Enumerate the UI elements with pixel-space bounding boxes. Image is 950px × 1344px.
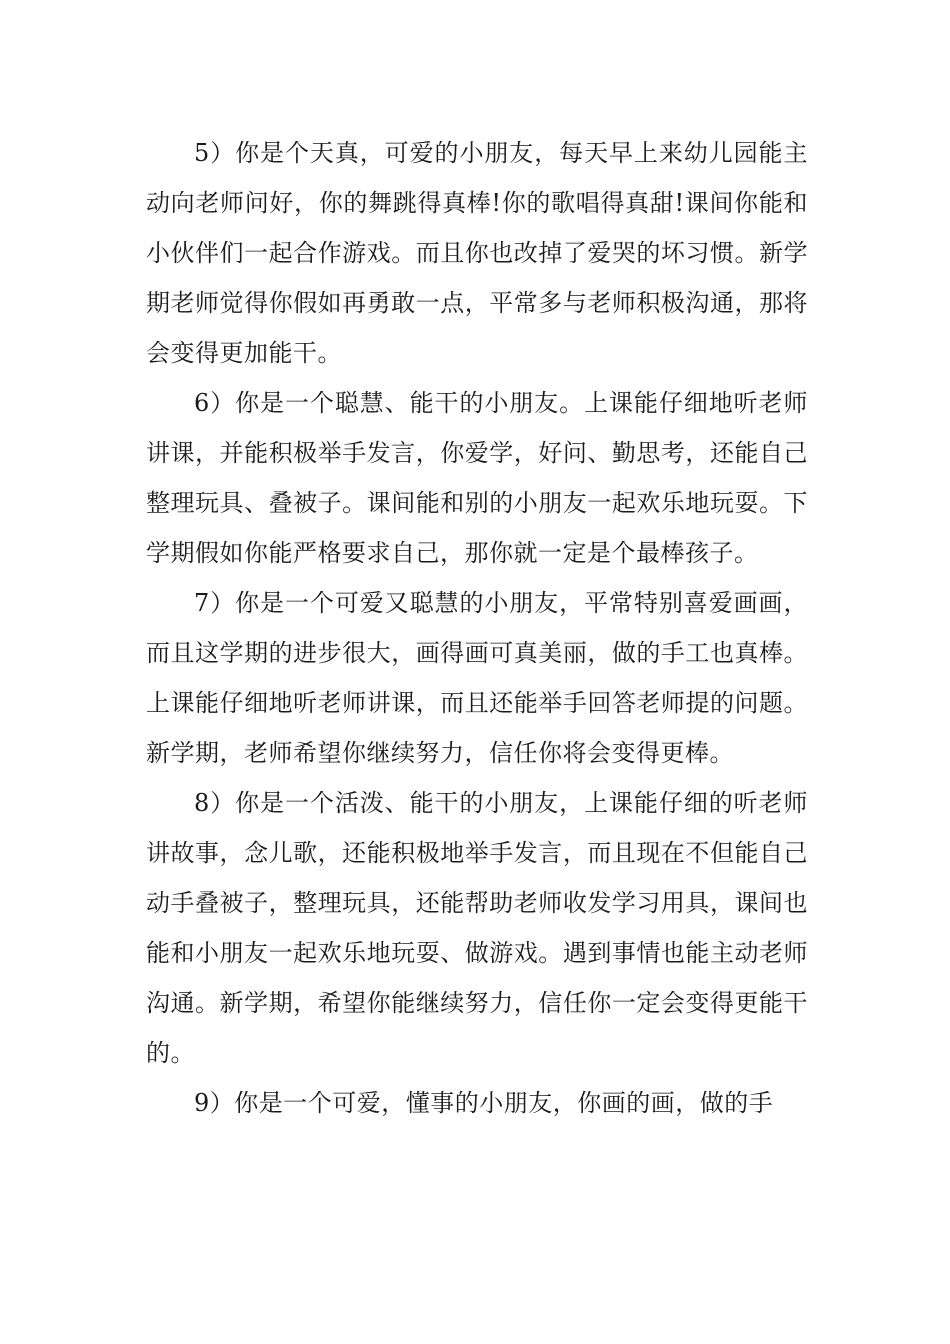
paragraph-5: 5）你是个天真，可爱的小朋友，每天早上来幼儿园能主动向老师问好，你的舞跳得真棒!你的歌唱得真甜!课间你能和小伙伴们一起合作游戏。而且你也改掉了爱哭的坏习惯。新学期老师觉得你假如再勇敢一点，平常多与老师积极沟通，那将会变得更加能干。 xyxy=(146,139,808,367)
paragraph-6: 6）你是一个聪慧、能干的小朋友。上课能仔细地听老师讲课，并能积极举手发言，你爱学，好问、勤思考，还能自己整理玩具、叠被子。课间能和别的小朋友一起欢乐地玩耍。下学期假如你能严格要求自己，那你就一定是个最棒孩子。 xyxy=(146,389,808,567)
paragraph-9: 9）你是一个可爱，懂事的小朋友，你画的画，做的手 xyxy=(194,1089,774,1117)
document-page xyxy=(146,128,808,1128)
paragraph-8: 8）你是一个活泼、能干的小朋友，上课能仔细的听老师讲故事，念儿歌，还能积极地举手发言，而且现在不但能自己动手叠被子，整理玩具，还能帮助老师收发学习用具，课间也能和小朋友一起欢乐地玩耍、做游戏。遇到事情也能主动老师沟通。新学期，希望你能继续努力，信任你一定会变得更能干的。 xyxy=(146,789,808,1067)
paragraph-7: 7）你是一个可爱又聪慧的小朋友，平常特别喜爱画画，而且这学期的进步很大，画得画可真美丽，做的手工也真棒。上课能仔细地听老师讲课，而且还能举手回答老师提的问题。新学期，老师希望你继续努力，信任你将会变得更棒。 xyxy=(146,589,808,767)
